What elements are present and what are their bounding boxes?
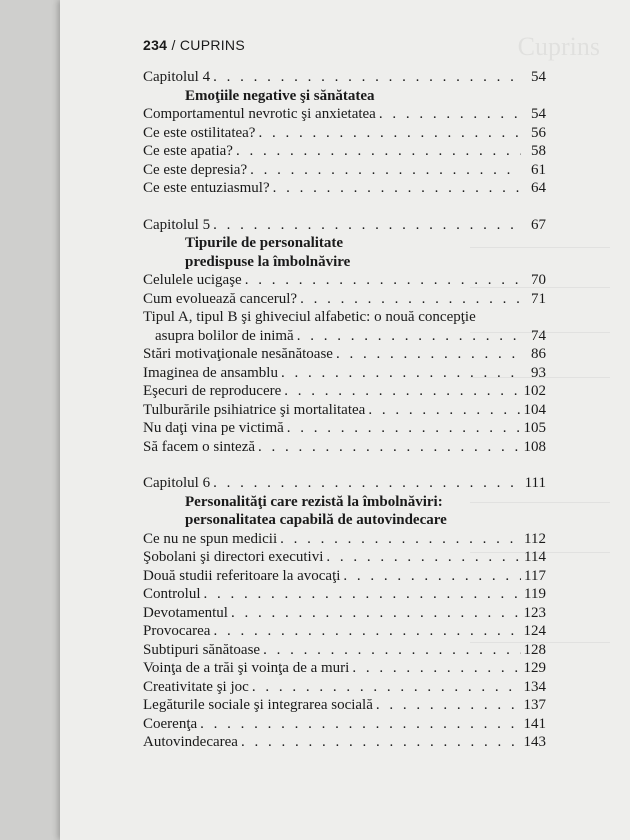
page-number: 129 — [523, 660, 546, 676]
toc-entry[interactable] — [143, 161, 546, 180]
page-number: 141 — [523, 715, 546, 732]
page-number: 137 — [523, 697, 546, 713]
table-of-contents — [143, 68, 546, 752]
toc-entry[interactable] — [143, 530, 546, 549]
leader-dots — [258, 124, 521, 143]
page-number: 114 — [524, 549, 546, 565]
leader-dots — [300, 290, 521, 309]
entry-label: Stări motivaţionale nesănătoase — [143, 346, 333, 362]
leader-dots — [204, 585, 521, 604]
entry-label-continued: asupra bolilor de inimă — [155, 327, 294, 344]
entry-label: Ce este entuziasmul? — [143, 180, 270, 196]
chapter-label: Capitolul 5 — [143, 216, 211, 233]
entry-label: Autovindecarea — [143, 734, 238, 750]
entry-label: Ce este depresia? — [143, 161, 248, 178]
page-number: 70 — [531, 272, 546, 288]
chapter-title: Emoţiile negative şi sănătatea — [185, 87, 375, 104]
page-number: 54 — [531, 69, 546, 85]
toc-entry[interactable] — [143, 622, 546, 641]
page-number: 86 — [531, 346, 546, 362]
header-section: CUPRINS — [179, 37, 245, 53]
toc-entry[interactable] — [143, 641, 546, 660]
chapter-label: Capitolul 6 — [143, 475, 211, 491]
leader-dots — [280, 530, 521, 549]
leader-dots — [281, 364, 521, 383]
toc-entry[interactable] — [143, 401, 546, 420]
page-number: 104 — [523, 401, 546, 418]
toc-entry[interactable] — [143, 382, 546, 401]
chapter-title: personalitatea capabilă de autovindecare — [185, 512, 447, 528]
toc-entry[interactable] — [143, 345, 546, 364]
page-number: 93 — [531, 364, 546, 381]
toc-entry[interactable] — [143, 604, 546, 623]
page-number: 58 — [531, 143, 546, 159]
leader-dots — [376, 696, 521, 715]
entry-label: Legăturile sociale şi integrarea socială — [143, 697, 373, 713]
page-number: 64 — [531, 180, 546, 196]
page-number: 74 — [531, 327, 546, 344]
leader-dots — [284, 382, 520, 401]
entry-label: Devotamentul — [143, 604, 228, 621]
leader-dots — [241, 733, 521, 752]
page-number: 119 — [524, 586, 546, 602]
entry-label: Să facem o sinteză — [143, 438, 256, 455]
entry-label: Eşecuri de reproducere — [143, 383, 282, 399]
page-number: 54 — [531, 106, 546, 122]
chapter-label: Capitolul 4 — [143, 69, 211, 85]
entry-label: Tulburările psihiatrice şi mortalitatea — [143, 401, 366, 418]
leader-dots — [379, 105, 521, 124]
entry-label: Tipul A, tipul B şi ghiveciul alfabetic: o nouă concepţie — [143, 309, 476, 325]
page-number: 105 — [523, 420, 546, 436]
chapter-4-row[interactable] — [143, 68, 546, 87]
page-number: 67 — [531, 216, 546, 233]
page-number: 128 — [523, 641, 546, 658]
toc-entry[interactable] — [143, 419, 546, 438]
entry-label: Ce este apatia? — [143, 143, 233, 159]
leader-dots — [213, 68, 521, 87]
page-number: 71 — [531, 290, 546, 307]
leader-dots — [252, 678, 521, 697]
header-separator: / — [171, 37, 176, 53]
entry-label: Subtipuri sănătoase — [143, 641, 261, 658]
entry-label: Ce este ostilitatea? — [143, 124, 256, 141]
page-number: 143 — [523, 734, 546, 750]
leader-dots — [213, 216, 521, 235]
toc-entry[interactable] — [143, 179, 546, 198]
entry-label: Coerenţa — [143, 715, 198, 732]
page-number: 112 — [524, 530, 546, 547]
toc-entry[interactable] — [143, 548, 546, 567]
page-number: 134 — [523, 678, 546, 695]
leader-dots — [231, 604, 521, 623]
entry-label: Provocarea — [143, 623, 211, 639]
chapter-title: Personalităţi care rezistă la îmbolnăviri: — [185, 493, 443, 510]
entry-label: Imaginea de ansamblu — [143, 364, 278, 381]
leader-dots — [326, 548, 521, 567]
entry-label: Celulele ucigaşe — [143, 272, 242, 288]
page-number: 56 — [531, 124, 546, 141]
leader-dots — [273, 179, 521, 198]
entry-label: Controlul — [143, 586, 201, 602]
leader-dots — [213, 474, 521, 493]
chapter-title: Tipurile de personalitate — [185, 235, 344, 251]
toc-entry[interactable] — [143, 142, 546, 161]
leader-dots — [236, 142, 521, 161]
toc-entry[interactable] — [143, 271, 546, 290]
page-number: 102 — [523, 383, 546, 399]
spacer — [143, 198, 546, 216]
page-number: 108 — [523, 438, 546, 455]
chapter-6-row[interactable] — [143, 474, 546, 493]
leader-dots — [258, 438, 520, 457]
leader-dots — [352, 659, 520, 678]
page-number: 123 — [523, 604, 546, 621]
leader-dots — [297, 327, 521, 346]
page-number: 111 — [524, 475, 546, 491]
toc-entry[interactable] — [143, 105, 546, 124]
leader-dots — [343, 567, 521, 586]
page-number: 117 — [524, 567, 546, 584]
toc-entry-multiline[interactable] — [143, 308, 546, 345]
running-header — [143, 37, 245, 53]
toc-entry[interactable] — [143, 567, 546, 586]
leader-dots — [213, 622, 520, 641]
leader-dots — [245, 271, 521, 290]
leader-dots — [336, 345, 521, 364]
toc-entry[interactable] — [143, 585, 546, 604]
leader-dots — [250, 161, 521, 180]
header-page-number: 234 — [143, 37, 168, 53]
toc-entry[interactable] — [143, 438, 546, 457]
entry-label: Cum evoluează cancerul? — [143, 290, 298, 307]
entry-label: Două studii referitoare la avocaţi — [143, 567, 341, 584]
toc-entry[interactable] — [143, 678, 546, 697]
toc-entry[interactable] — [143, 364, 546, 383]
spacer — [143, 456, 546, 474]
chapter-title: predispuse la îmbolnăvire — [185, 253, 351, 270]
entry-label: Şobolani şi directori executivi — [143, 549, 324, 565]
leader-dots — [287, 419, 521, 438]
page-number: 61 — [531, 161, 546, 178]
entry-label: Nu daţi vina pe victimă — [143, 420, 284, 436]
ghost-title: Cuprins — [517, 32, 600, 61]
toc-entry[interactable] — [143, 124, 546, 143]
toc-entry[interactable] — [143, 696, 546, 715]
leader-dots — [368, 401, 520, 420]
entry-label: Creativitate şi joc — [143, 678, 249, 695]
entry-label: Voinţa de a trăi şi voinţa de a muri — [143, 660, 350, 676]
toc-entry[interactable] — [143, 659, 546, 678]
entry-label: Ce nu ne spun medicii — [143, 530, 278, 547]
leader-dots — [263, 641, 520, 660]
toc-entry[interactable] — [143, 290, 546, 309]
chapter-5-row[interactable] — [143, 216, 546, 235]
leader-dots — [200, 715, 520, 734]
toc-entry[interactable] — [143, 715, 546, 734]
entry-label: Comportamentul nevrotic şi anxietatea — [143, 106, 376, 122]
page-number: 124 — [523, 623, 546, 639]
toc-entry[interactable] — [143, 733, 546, 752]
